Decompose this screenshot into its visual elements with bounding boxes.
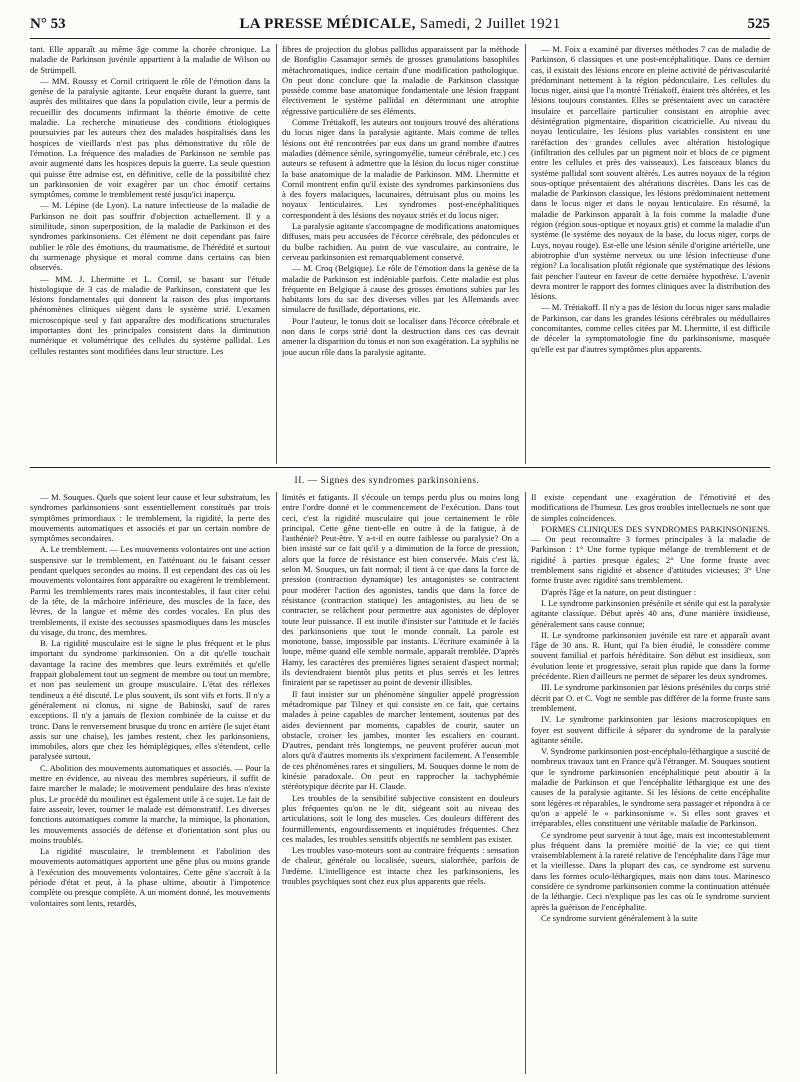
paragraph: limités et fatigants. Il s'écoule un temps perdu plus ou moins long entre l'ordre donné et le commencement de l'exécution. Dans tout ceci, c'est la rigidité musculaire qui joue certainement le rôle principal. Cette gêne tient-elle en outre à de la fatigue, à de l'asthénie? Peut-être. Y a-t-il en outre faiblesse ou paralysie? On a bien insisté sur ce fait qu'il y a diminution de la force de pression, alors que la force de résistance est bien conservée. Mais c'est là, selon M. Souques, un fait normal; il tient à ce que dans la force de pression (contraction dynamique) les antagonistes se contractent pour modérer l'action des agonistes, tandis que dans la force de résistance (contraction statique) les antagonistes, au lieu de se contracter, se relâchent pour permettre aux agonistes de déployer toute leur puissance. Il est inutile d'insister sur l'attitude et le faciès des parkinsoniens que tout le monde connaît. La parole est monotone, basse, impossible par instants. L'écriture examinée à la loupe, même quand elle semble normale, apparaît tremblée. D'après Hamy, les caractères des premières lignes seraient d'aspect normal; ils deviendraient bientôt plus petits et plus serrés et les lettres finiraient par se rapetisser au point de devenir illisibles. [282,492,519,688]
top-column-3 [531,44,770,464]
paragraph: I. Le syndrome parkinsonien présénile et sénile qui est la paralysie agitante classique. Début après 40 ans, d'une manière insidieuse, généralement sans cause connue; [531,597,770,629]
section-heading: II. — Signes des syndromes parkinsoniens. [294,476,480,486]
journal-title: LA PRESSE MÉDICALE, [239,16,416,32]
issue-date: Samedi, 2 Juillet 1921 [419,16,561,32]
paragraph: Les troubles vaso-moteurs sont au contraire fréquents : sensation de chaleur, générale ou localisée, sueurs, sialorrhée, parfois de l'œdème. L'intelligence est intacte chez les parkinsoniens, les troubles psychiques sont chez eux plus apparents que réels. [282,845,519,886]
paragraph: La paralysie agitante s'accompagne de modifications anatomiques diffuses, mais peu accusées de l'écorce cérébrale, des pédoncules et du bulbe rachidien. Au point de vue vasculaire, au contraire, le cerveau parkinsonien est remarquablement conservé. [282,221,519,262]
paragraph: La rigidité musculaire, le tremblement et l'abolition des mouvements automatiques apportent une gêne plus ou moins grande à l'exécution des mouvements volontaires. Cette gêne s'accroît à la période d'état et peut, à la phase ultime, aboutir à l'impotence complète ou presque complète. A un moment donné, les mouvements volontaires sont lents, retardés, [30,846,270,908]
paragraph: fibres de projection du globus pallidus apparaissent par la méthode de Bonfiglio Casamajor semés de grosses granulations basophiles métachromatiques, indice certain d'une modification pathologique. On peut donc conclure que la maladie de Parkinson classique possède comme base anatomique fondamentale une lésion frappant électivement le système pallidal en déterminant une atrophie régressive particulière de ses éléments. [282,44,519,116]
paragraph: Il faut insister sur un phénomène singulier appelé progression métadromique par Tilney et qui consiste en ce fait, que certains malades à peine capables de marcher lentement, soutenus par des aides deviennent par moments, capables de courir, sauter un obstacle, croiser les jambes, monter les escaliers en courant. D'autres, pendant très longtemps, ne peuvent proférer aucun mot alors qu'à d'autres moments ils s'expriment facilement. A l'ensemble de ces phénomènes rares et singuliers, M. Souques donne le nom de kinésie paradoxale. On peut en rapprocher la tachyphémie stéréotypique décrite par H. Claude. [282,688,519,792]
paragraph: — M. Lépine (de Lyon). La nature infectieuse de la maladie de Parkinson ne doit pas souffrir d'objection actuellement. Il y a similitude, sinon superposition, de la maladie de Parkinson et des syndromes parkinsoniens. Cet élément ne doit cependant pas faire oublier le rôle des émotions, du traumatisme, de l'hérédité et surtout du surmenage physique et moral comme dans certains cas bien observés. [30,200,270,273]
paragraph: Il existe cependant une exagération de l'émotivité et des modifications de l'humeur. Les gros troubles intellectuels ne sont que de simples coïncidences. [531,492,770,523]
paragraph: — M. Trétiakoff. Il n'y a pas de lésion du locus niger sans maladie de Parkinson, car dans les grandes lésions cérébrales ou médullaires concomitantes, comme celles citées par M. Lhermitte, il est difficile de déceler la symptomatologie fine du parkinsonisme, masquée qu'elle est par d'autres symptômes plus apparents. [531,302,770,354]
paragraph: — M. Foix a examiné par diverses méthodes 7 cas de maladie de Parkinson, 6 classiques et une post-encéphalitique. Dans ce dernier cas, il existait des lésions encore en pleine activité de périvascularité prédominant nettement à la région pédonculaire. Les cellules du locus niger, ainsi que l'a montré Trétiakoff, étaient très altérées, et les lésions toujours constantes. Elles se présentaient avec un caractère insulaire et parcellaire particulier consistant en atrophie avec désintégration pigmentaire, disparition cicatricielle. Au niveau du noyau lenticulaire, les lésions plus variables consistent en une raréfaction des grandes cellules avec altération histologique (infiltration des cellules par un pigment noir et blocs de ce pigment entre les cellules et près des vaisseaux). Les faisceaux blancs du système pallidal sont souvent altérés. Les autres noyaux de la région sous-optique présentaient des altérations discrètes. Dans les cas de maladie de Parkinson classique, les lésions prédominaient nettement dans le locus niger et dans le noyau lenticulaire. En résumé, la maladie de Parkinson apparaît à la fois comme la maladie d'une région (région sous-optique et noyaux gris) et comme la maladie d'un système (le système des noyaux de la base, du locus niger, corps de Luys, noyau rouge). Est-elle une lésion sénile d'origine artérielle, une abiotrophie d'un système nerveux ou une lésion infectieuse d'une région? La localisation plutôt régionale que systématique des lésions fait pencher l'auteur en faveur de cette dernière hypothèse. L'avenir devra montrer le rapport des formes cliniques avec la distribution des lésions. [531,44,770,302]
paragraph: IV. Le syndrome parkinsonien par lésions macroscopiques en foyer est souvent difficile à séparer du syndrome de la paralysie agitante sénile. [531,714,770,745]
paragraph: — M. Souques. Quels que soient leur cause et leur substratum, les syndromes parkinsoniens sont essentiellement constitués par trois symptômes primordiaux : le tremblement, la rigidité, la perte des mouvements automatiques et associés et par un certain nombre de symptômes secondaires. [30,492,270,544]
top-column-2 [282,44,519,464]
paragraph: II. Le syndrome parkinsonien juvénile est rare et apparaît avant l'âge de 30 ans. R. Hunt, qui l'a bien étudié, le considère comme souvent familial et parfois héréditaire. Son début est insidieux, son évolution lente et progressive, serait plus rapide que dans la forme précédente. Rien d'ailleurs ne permet de séparer les deux syndromes. [531,629,770,682]
paragraph: Ce syndrome survient généralement à la suite [541,912,698,923]
paragraph: D'après l'âge et la nature, on peut distinguer : [541,586,697,597]
bottom-column-3 [531,492,770,1074]
paragraph: FORMES CLINIQUES DES SYNDROMES PARKINSONIENS. — On peut reconnaître 3 formes principales à la maladie de Parkinson : 1° Une forme typique mélange de tremblement et de rigidité à parties presque égales; 2° Une forme fruste avec tremblement sans rigidité et absence d'attitudes vicieuses; 3° Une forme fruste avec rigidité sans tremblement. [531,523,770,586]
paragraph: B. La rigidité musculaire est le signe le plus fréquent et le plus important du syndrome parkinsonien. On a dit qu'elle touchait davantage la racine des membres que leurs extrémités et qu'elle frappait globalement tout un segment de membre ou tout un membre, et non pas seulement un groupe musculaire. L'état des réflexes tendineux a été discuté. Le plus souvent, ils sont vifs et forts. Il n'y a généralement ni clonus, ni signe de Babinski, sauf de rares exceptions. Il n'y a jamais de flexion combinée de la cuisse et du tronc. Dans le renversement brusque du tronc en arrière (le sujet étant assis sur une chaise), les jambes restent, chez les parkinsoniens, immobiles, alors que chez les hémiplégiques, elles s'étendent, celle paralysée surtout. [30,638,270,762]
bottom-column-1 [30,492,270,1074]
paragraph: III. Le syndrome parkinsonien par lésions préséniles du corps strié décrit par O. et C. Vogt ne semble pas différer de la forme fruste sans tremblement. [531,682,770,713]
column-divider [525,492,526,1074]
page-number: 525 [747,16,770,32]
section-rule [30,467,770,468]
paragraph: Comme Trétiakoff, les auteurs ont toujours trouvé des altérations du locus niger dans la paralysie agitante. Mais comme de telles lésions ont été rencontrées par eux dans un grand nombre d'autres maladies (démence sénile, syringomyélie, tumeur cérébrale, etc.) ces auteurs se refusent à admettre que la lésion du locus niger constitue la base anatomique de la maladie de Parkinson. MM. Lhermitte et Cornil montrent enfin qu'il existe des syndromes parkinsoniens dus à des foyers malaciques, lacunaires, détruisant plus ou moins les noyaux lenticulaires. Les syndromes post-encéphalitiques correspondent à des lésions des noyaux striés et du locus niger. [282,117,519,220]
paragraph: — M. Croq (Belgique). Le rôle de l'émotion dans la genèse de la maladie de Parkinson est indéniable parfois. Cette maladie est plus fréquente en Belgique à cause des grosses émotions subies par les habitants lors du sac des diverses villes par les Allemands avec simulacre de fusillade, déportations, etc. [282,263,519,315]
paragraph: C. Abolition des mouvements automatiques et associés. — Pour la mettre en évidence, au niveau des membres supérieurs, il suffit de faire marcher le malade; le mouvement pendulaire des bras n'existe plus. Le procédé du moulinet est également utile à ce sujet. Le fait de faire asseoir, lever, tourner le malade est démonstratif. Les diverses fonctions automatiques comme la marche, la mimique, la phonation, les mouvements associés de défense et d'orientation sont plus ou moins troublés. [30,762,270,845]
column-divider [276,492,277,1074]
column-divider [276,44,277,464]
paragraph: A. Le tremblement. — Les mouvements volontaires ont une action suspensive sur le tremblement, en l'atténuant ou le faisant cesser pendant quelques secondes au moins. Il est cependant des cas où les mouvements volontaires font apparaître ou exagèrent le tremblement. Parmi les tremblements rares mais incontestables, il faut citer celui de la tête, de la mâchoire inférieure, des muscles de la face, des lèvres, de la langue et même des cordes vocales. En plus des tremblements, il existe des secousses spasmodiques dans les muscles du visage, du tronc, des membres. [30,544,270,637]
running-header [30,16,770,39]
journal-title-line [30,16,770,33]
top-column-1 [30,44,270,464]
column-divider [525,44,526,464]
paragraph: Les troubles de la sensibilité subjective consistent en douleurs plus fréquentes qu'on ne le dit, siégeant soit au niveau des articulations, soit le long des muscles. Ces douleurs diffèrent des fourmillements, engourdissements et inquiétudes fréquentes. Chez ces malades, les troubles sensitifs objectifs ne semblent pas exister. [282,792,519,844]
paragraph: V. Syndrome parkinsonien post-encéphalo-léthargique a suscité de nombreux travaux tant en France qu'à l'étranger. M. Souques soutient que le syndrome parkinsonien encéphalitique peut aboutir à la maladie de Parkinson et que l'encéphalite léthargique est une des causes de la paralysie agitante. Si les lésions de cette encéphalite sont légères et réparables, le syndrome sera passager et répondra à ce qu'on a appelé le « parkinsonisme ». Si elles sont graves et irréparables, elles constituent une véritable maladie de Parkinson. [531,746,770,829]
paragraph: Pour l'auteur, le tonus doit se localiser dans l'écorce cérébrale et non dans le corps strié dont la destruction dans ces cas devrait amener la disparition du tonus et non son exagération. La syphilis ne joue aucun rôle dans la paralysie agitante. [282,315,519,357]
issue-number: N° 53 [30,16,66,32]
bottom-column-2 [282,492,519,1074]
paragraph: — MM. J. Lhermitte et L. Cornil, se basant sur l'étude histologique de 3 cas de maladie de Parkinson, constatent que les lésions fondamentales qui donnent la raison des plus importants phénomènes cliniques siègent dans le système strié. L'examen microscopique seul y fait apparaître des modifications structurales importantes dont les principales consistent dans la diminution numérique et volumétrique des cellules du système pallidal. Les cellules restantes sont modifiées dans leur structure. Les [30,273,270,356]
paragraph: — MM. Roussy et Cornil critiquent le rôle de l'émotion dans la genèse de la paralysie agitante. Leur enquête durant la guerre, tant auprès des militaires que dans la population civile, leur a permis de recueillir des documents infirmant la théorie émotive de cette maladie. La recherche minutieuse des conditions étiologiques poursuivies par les auteurs chez des malades hospitalisés dans les hospices de vieillards n'est pas plus démonstrative du rôle de l'émotion. La fréquence des maladies de Parkinson ne semble pas avoir augmenté dans les hospices depuis la guerre. La seule question qui puisse être admise est, en définitive, celle de la possibilité chez un parkinsonien de voir exagérer par un choc émotif certains symptômes, comme le tremblement resté jusqu'ici inaperçu. [30,75,270,200]
paragraph: Ce syndrome peut survenir à tout âge, mais est incontestablement plus fréquent dans la première moitié de la vie; ce qui tient vraisemblablement à la rareté relative de l'encéphalite dans l'âge mur et la vieillesse. Dans la plupart des cas, ce syndrome est survenu dans les formes oculo-léthargiques, mais non dans tous. Marinesco considère ce syndrome parkinsonien comme la continuation atténuée de la léthargie. Ceci n'explique pas les cas où le syndrome survient après la guérison de l'encéphalite. [531,829,770,912]
paragraph: tant. Elle apparaît au même âge comme la chorée chronique. La maladie de Parkinson juvénile appartient à la maladie de Wilson ou de Strümpell. [30,44,270,75]
